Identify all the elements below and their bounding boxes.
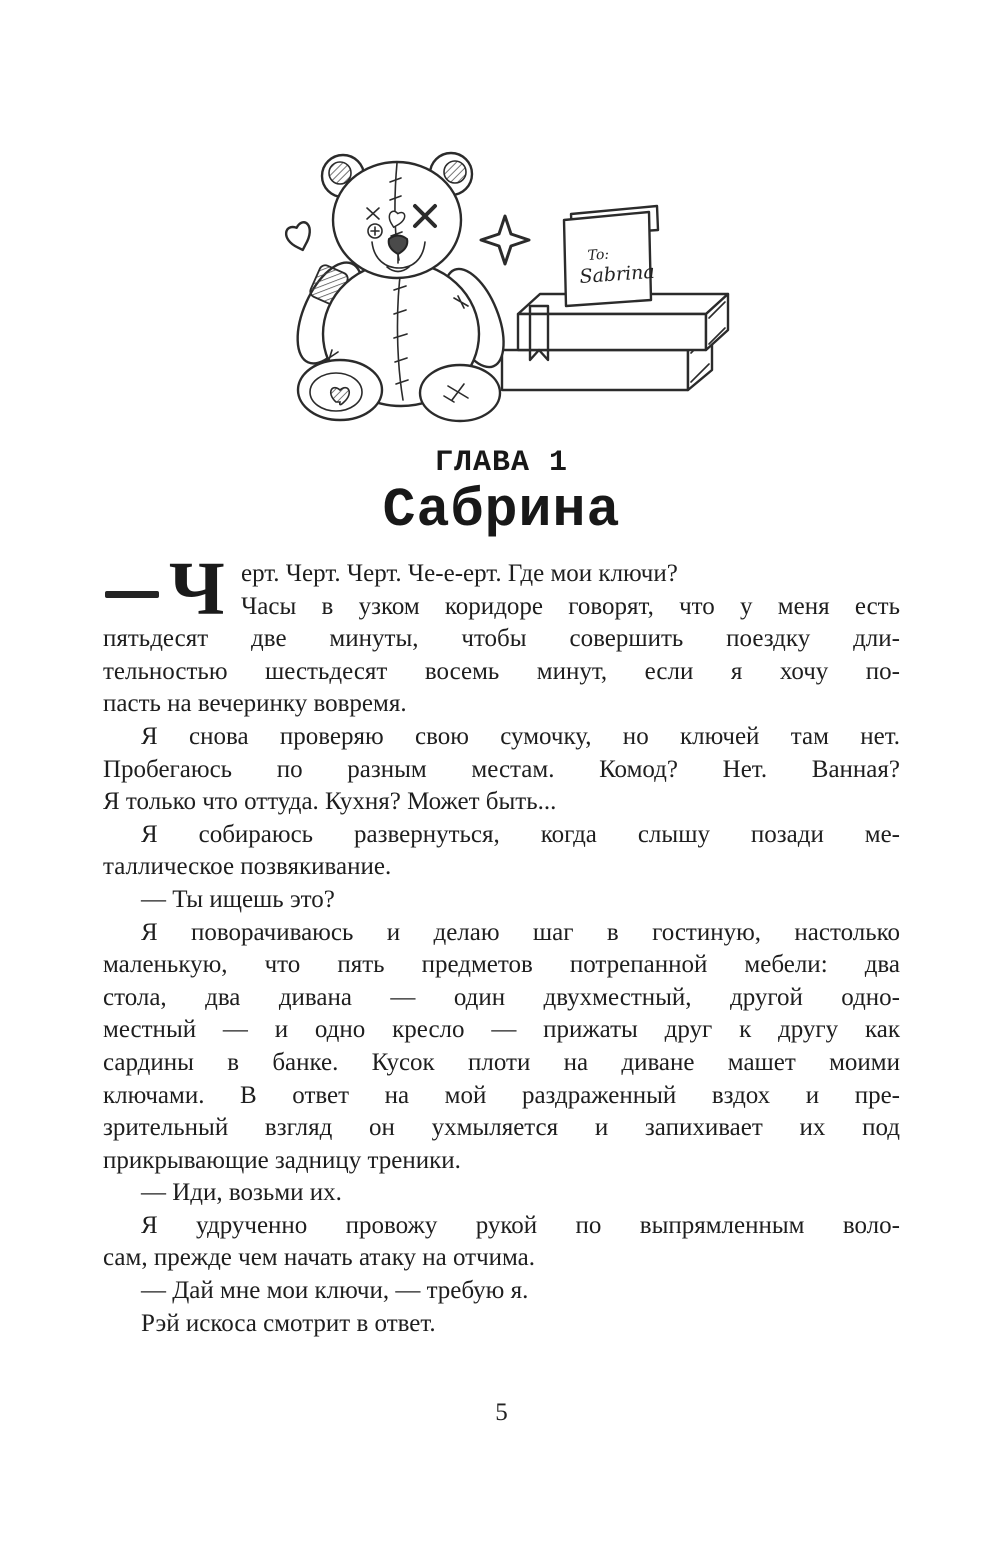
text-line: прикрывающие задницу треники.: [103, 1146, 461, 1174]
paragraph: [103, 884, 900, 917]
sparkle-doodle: [481, 216, 529, 264]
opening-paragraph: [103, 547, 900, 721]
text-line: стола, два дивана — один двухместный, другой одно-: [103, 983, 900, 1011]
paragraph: [103, 1275, 900, 1308]
card-text-to: To:: [587, 246, 610, 264]
text-line: Пробегаюсь по разным местам. Комод? Нет. Ванная?: [103, 755, 900, 783]
teddy-bear: [284, 153, 515, 421]
text-line: маленькую, что пять предметов потрепанной мебели: два: [103, 951, 900, 979]
greeting-card: [564, 206, 658, 306]
text-line: Я удрученно провожу рукой по выпрямленным воло-: [141, 1211, 900, 1239]
text-line: — Дай мне мои ключи, — требую я.: [141, 1277, 529, 1305]
text-line: Я снова проверяю свою сумочку, но ключей там нет.: [141, 722, 900, 750]
page-number: 5: [495, 1399, 508, 1426]
text-line: ключами. В ответ на мой раздраженный вздох и пре-: [103, 1081, 900, 1109]
text-line: Я только что оттуда. Кухня? Может быть...: [103, 788, 557, 816]
text-line: пасть на вечеринку вовремя.: [103, 690, 407, 718]
dropcap-block: [103, 547, 241, 631]
paragraph: [103, 819, 900, 884]
text-line: Рэй искоса смотрит в ответ.: [141, 1309, 436, 1337]
paragraph: [103, 721, 900, 819]
text-line: сардины в банке. Кусок плоти на диване машет моими: [103, 1048, 900, 1076]
text-line: зрительный взгляд он ухмыляется и запихивает их под: [103, 1114, 900, 1142]
text-line: таллическое позвякивание.: [103, 853, 392, 881]
text-line: местный — и одно кресло — прижаты друг к другу как: [103, 1016, 900, 1044]
paragraph: [103, 1308, 900, 1341]
dialogue-dash: [105, 591, 159, 598]
heart-doodle-left: [284, 221, 315, 254]
text-line: — Иди, возьми их.: [141, 1179, 342, 1207]
paragraph: [103, 1210, 900, 1275]
text-line: Часы в узком коридоре говорят, что у меня есть: [241, 592, 900, 620]
chapter-label: ГЛАВА 1: [434, 446, 569, 480]
paragraphs: [103, 721, 900, 1340]
text-line: тельностью шестьдесят восемь минут, если я хочу по-: [103, 657, 900, 685]
chapter-title: Сабрина: [382, 479, 621, 542]
text-line: Я собираюсь развернуться, когда слышу позади ме-: [141, 820, 900, 848]
paragraph: [103, 917, 900, 1178]
text-line: ерт. Черт. Черт. Че-е-ерт. Где мои ключи?: [241, 560, 678, 587]
paragraph: [103, 1177, 900, 1210]
text-line: пятьдесят две минуты, чтобы совершить поездку дли-: [103, 625, 900, 653]
card-text-sabrina: Sabrina: [578, 260, 656, 288]
text-line: Я поворачиваюсь и делаю шаг в гостиную, настолько: [141, 918, 900, 946]
body-text: [103, 547, 900, 1340]
text-line: — Ты ищешь это?: [141, 885, 335, 913]
teddy-bear-illustration: [268, 138, 740, 430]
book-stack: [502, 294, 728, 390]
dropcap-letter: Ч: [169, 547, 225, 631]
chapter-illustration: [268, 138, 740, 430]
text-line: сам, прежде чем начать атаку на отчима.: [103, 1244, 536, 1272]
